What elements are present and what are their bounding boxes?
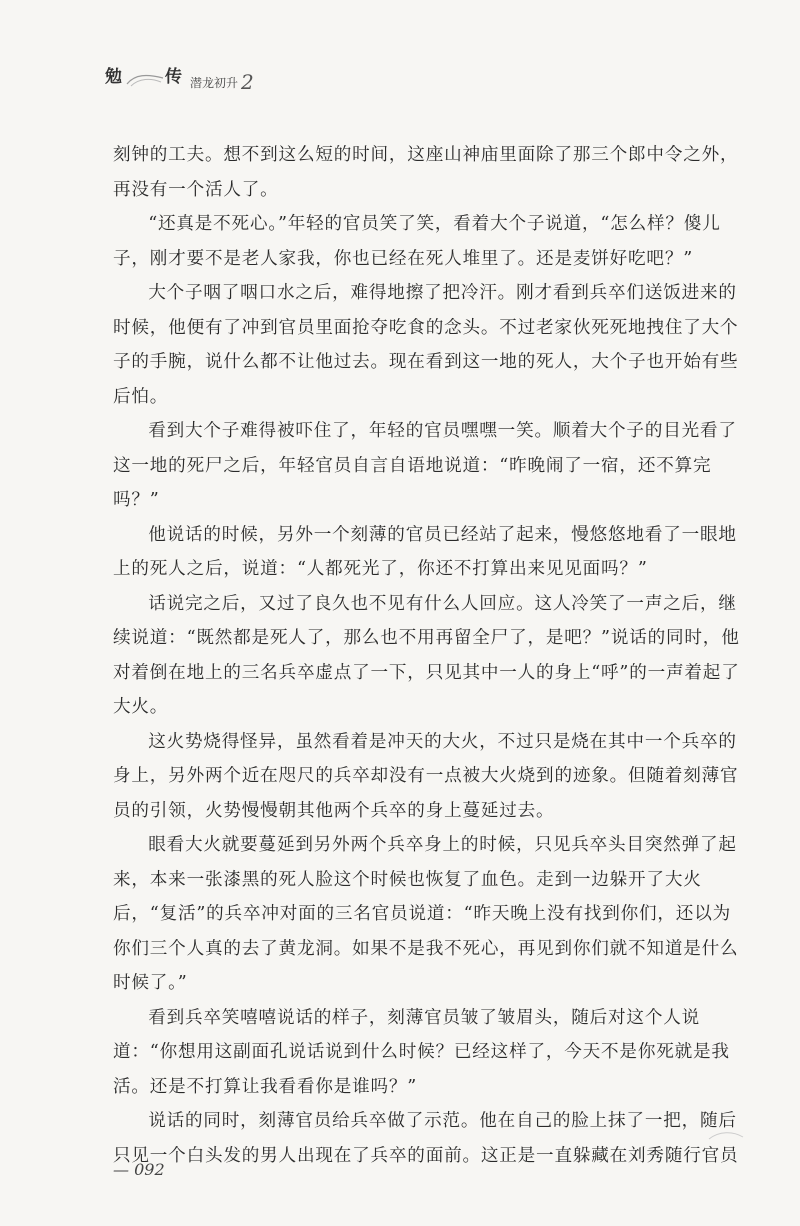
paragraph: 看到兵卒笑嘻嘻说话的样子，刻薄官员皱了皱眉头，随后对这个人说道：“你想用这副面孔说话说到什么时候？已经这样了，今天不是你死就是我活。还是不打算让我看看你是谁吗？”: [113, 1007, 730, 1097]
paragraph: 说话的同时，刻薄官员给兵卒做了示范。他在自己的脸上抹了一把，随后只见一个白头发的男人出现在了兵卒的面前。这正是一直躲藏在刘秀随行官员: [113, 1111, 739, 1166]
paragraph: 他说话的时候，另外一个刻薄的官员已经站了起来，慢悠悠地看了一眼地上的死人之后，说道：“人都死光了，你还不打算出来见见面吗？”: [113, 524, 737, 579]
paragraph: 眼看大火就要蔓延到另外两个兵卒身上的时候，只见兵卒头目突然弹了起来，本来一张漆黑的死人脸这个时候也恢复了血色。走到一边躲开了大火后，“复活”的兵卒冲对面的三名官员说道：“昨天晚上没有找到你们，还以为你们三个人真的去了黄龙洞。如果不是我不死心，再见到你们就不知道是什么时候了。”: [113, 835, 739, 993]
page-number: — 092: [113, 1160, 165, 1179]
header-title-char-1: 勉: [105, 67, 122, 87]
paragraph: 大个子咽了咽口水之后，难得地擦了把冷汗。刚才看到兵卒们送饭进来的时候，他便有了冲到官员里面抢夺吃食的念头。不过老家伙死死地拽住了大个子的手腕，说什么都不让他过去。现在看到这一地的死人，大个子也开始有些后怕。: [113, 283, 739, 407]
running-header: [105, 62, 405, 96]
paragraph: 这火势烧得怪异，虽然看着是冲天的大火，不过只是烧在其中一个兵卒的身上，另外两个近在咫尺的兵卒却没有一点被大火烧到的迹象。但随着刻薄官员的引领，火势慢慢朝其他两个兵卒的身上蔓延过去。: [113, 731, 739, 821]
header-swirl-ornament: [125, 72, 165, 88]
paragraph: 刻钟的工夫。想不到这么短的时间，这座山神庙里面除了那三个郎中令之外，再没有一个活人了。: [113, 145, 739, 200]
header-volume-number: 2: [241, 70, 254, 94]
header-subtitle: 潜龙初升: [190, 76, 239, 90]
header-title-char-2: 传: [165, 67, 182, 87]
body-text: [113, 138, 743, 1173]
paragraph: 话说完之后，又过了良久也不见有什么人回应。这人冷笑了一声之后，继续说道：“既然都是死人了，那么也不用再留全尸了，是吧？”说话的同时，他对着倒在地上的三名兵卒虚点了一下，只见其中一人的身上“呼”的一声着起了大火。: [113, 593, 740, 717]
paragraph: 看到大个子难得被吓住了，年轻的官员嘿嘿一笑。顺着大个子的目光看了这一地的死尸之后，年轻官员自言自语地说道：“昨晚闹了一宿，还不算完吗？”: [113, 421, 737, 510]
page-corner-ornament: [705, 1125, 745, 1145]
paragraph: “还真是不死心。”年轻的官员笑了笑，看着大个子说道，“怎么样？傻儿子，刚才要不是老人家我，你也已经在死人堆里了。还是麦饼好吃吧？”: [113, 214, 721, 269]
